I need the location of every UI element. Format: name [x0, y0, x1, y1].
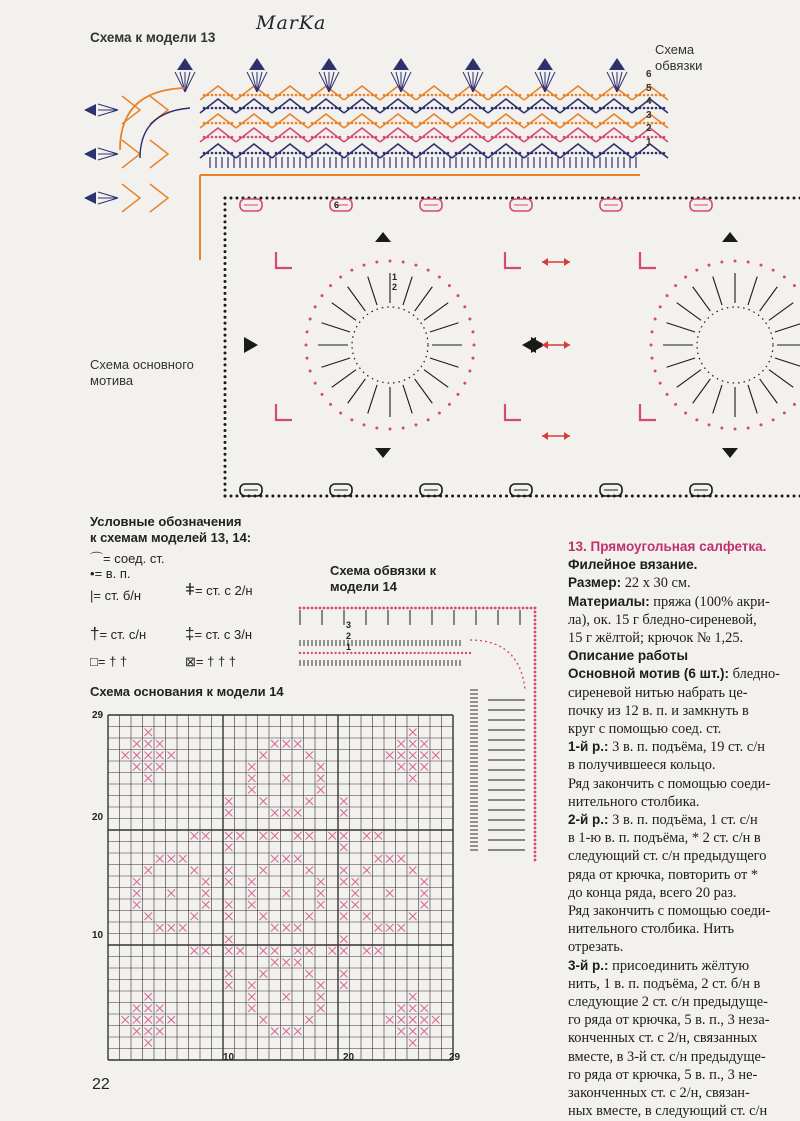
article-materials [568, 593, 800, 611]
row-number: 5 [646, 82, 652, 96]
row-number: 6 [646, 68, 652, 82]
legend-text: = ст. с 3/н [194, 627, 252, 642]
work-heading: Описание работы [568, 647, 800, 665]
legend-text: = † † [98, 654, 127, 669]
row1-paragraph [568, 738, 800, 756]
axis-bottom-10: 10 [223, 1052, 234, 1063]
base-scheme-title: Схема основания к модели 14 [90, 684, 284, 700]
legend-text: = соед. ст. [103, 551, 164, 566]
motif-paragraph [568, 665, 800, 683]
axis-bottom-20: 20 [343, 1052, 354, 1063]
dtr-symbol-icon: ‡ [185, 624, 194, 643]
axis-left-29: 29 [92, 710, 103, 721]
text-line: 3 в. п. подъёма, 19 ст. с/н [609, 739, 765, 755]
axis-left-10: 10 [92, 930, 103, 941]
legend-text: = ст. с 2/н [195, 583, 253, 598]
text-line: следующий ст. с/н предыдущего [568, 847, 800, 865]
text-line: в 1-ю в. п. подъёма, * 2 ст. с/н в [568, 829, 800, 847]
s14-mark-2: 2 [346, 631, 351, 641]
text-line: ла), ок. 15 г бледно-сиреневой, [568, 611, 800, 629]
sc-symbol-icon: | [90, 588, 93, 603]
text-line: присоединить жёлтую [609, 958, 750, 974]
text-line: Ряд закончить с помощью соеди- [568, 902, 800, 920]
scheme14-title-line2: модели 14 [330, 579, 436, 595]
axis-bottom-29: 29 [449, 1052, 460, 1063]
open-mesh-symbol-icon: □ [90, 654, 98, 669]
row2-paragraph [568, 811, 800, 829]
row1-label: 1-й р.: [568, 739, 609, 754]
motif-label-line1: Схема основного [90, 357, 194, 373]
materials-label: Материалы: [568, 594, 650, 609]
text-line: сиреневой нитью набрать це- [568, 684, 800, 702]
s14-mark-3: 3 [346, 620, 351, 630]
text-line: почку из 12 в. п. и замкнуть в [568, 702, 800, 720]
text-line: нительного столбика. Нить [568, 920, 800, 938]
legend-text: = † † † [196, 654, 236, 669]
article [568, 538, 800, 1121]
row-number: 4 [646, 95, 652, 109]
text-line: ряда от крючка, повторить от * [568, 866, 800, 884]
tr-symbol-icon: ǂ [185, 580, 195, 599]
chain-symbol-icon: • [90, 566, 95, 581]
text-line: до конца ряда, всего 20 раз. [568, 884, 800, 902]
watermark: MarKa [256, 12, 326, 34]
text-line: ных вместе, в следующий ст. с/н [568, 1102, 800, 1120]
article-size [568, 574, 800, 592]
text-line: 3 в. п. подъёма, 1 ст. с/н [609, 812, 758, 828]
legend-title-line2: к схемам моделей 13, 14: [90, 530, 251, 546]
row-number: 1 [646, 136, 652, 150]
text-line: отрезать. [568, 938, 800, 956]
article-title: 13. Прямоугольная салфетка. [568, 538, 800, 556]
text-line: го ряда от крючка, 5 в. п., 3 не- [568, 1066, 800, 1084]
text-line: круг с помощью соед. ст. [568, 720, 800, 738]
motif-label: Основной мотив (6 шт.): [568, 666, 729, 681]
border-label-line2: обвязки [655, 58, 702, 74]
row3-paragraph [568, 957, 800, 975]
text-line: 15 г жёлтой; крючок № 1,25. [568, 629, 800, 647]
dc-symbol-icon: † [90, 624, 99, 643]
text-line: бледно- [729, 666, 780, 682]
text-line: нительного столбика. [568, 793, 800, 811]
row2-label: 2-й р.: [568, 812, 609, 827]
legend-text: = ст. с/н [99, 627, 146, 642]
legend-text: = в. п. [95, 566, 131, 581]
border-label-line1: Схема [655, 42, 702, 58]
row3-label: 3-й р.: [568, 958, 609, 973]
text-line: следующие 2 ст. с/н предыдуще- [568, 993, 800, 1011]
s14-mark-1: 1 [346, 642, 351, 652]
scheme-13-title: Схема к модели 13 [90, 30, 215, 46]
text-line: законченных ст. с 2/н, связан- [568, 1084, 800, 1102]
page-number: 22 [92, 1076, 110, 1094]
size-value: 22 х 30 см. [621, 575, 690, 591]
text-line: пряжа (100% акри- [650, 594, 770, 610]
size-label: Размер: [568, 575, 621, 590]
motif-label-line2: мотива [90, 373, 194, 389]
motif-mark-6: 6 [334, 200, 339, 210]
row-number: 2 [646, 122, 652, 136]
slip-stitch-symbol-icon: ⌒ [90, 551, 103, 566]
motif-mark-1: 1 [392, 272, 397, 282]
row-number: 3 [646, 109, 652, 123]
filled-mesh-symbol-icon: ⊠ [185, 654, 196, 669]
text-line: в получившееся кольцо. [568, 756, 800, 774]
scheme14-title-line1: Схема обвязки к [330, 563, 436, 579]
legend-text: = ст. б/н [93, 588, 141, 603]
text-line: Ряд закончить с помощью соеди- [568, 775, 800, 793]
text-line: го ряда от крючка, 5 в. п., 3 неза- [568, 1011, 800, 1029]
text-line: нить, 1 в. п. подъёма, 2 ст. б/н в [568, 975, 800, 993]
text-line: конченных ст. с 2/н, связанных [568, 1029, 800, 1047]
text-line: вместе, в 3-й ст. с/н предыдуще- [568, 1048, 800, 1066]
legend-title-line1: Условные обозначения [90, 514, 251, 530]
article-technique: Филейное вязание. [568, 556, 800, 574]
motif-mark-2: 2 [392, 282, 397, 292]
axis-left-20: 20 [92, 812, 103, 823]
